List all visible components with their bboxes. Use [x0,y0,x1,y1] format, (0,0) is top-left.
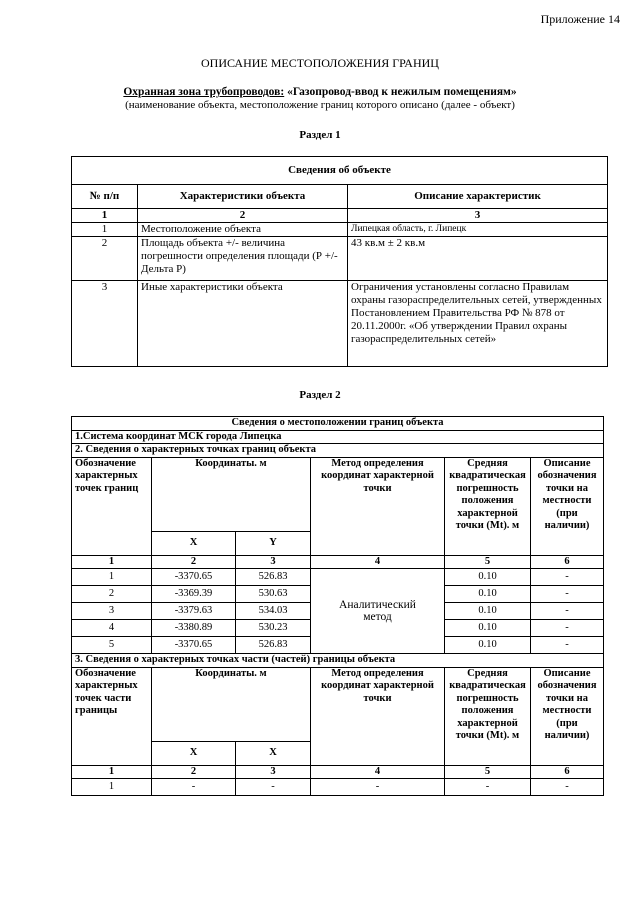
header-coords: Координаты. м [152,667,311,741]
point-error: 0.10 [445,586,531,603]
row-number: 3 [72,281,138,367]
point-y: 534.03 [236,603,311,620]
point-x: -3369.39 [152,586,236,603]
object-info-table [71,156,608,367]
point-number: 4 [72,620,152,637]
point-y: 526.83 [236,637,311,654]
part-error: - [445,779,531,796]
table-row [72,237,608,281]
point-desc: - [531,603,604,620]
header-coords: Координаты. м [152,457,311,531]
header-method: Метод определения координат характерной точки [311,457,445,555]
table-row [72,223,608,237]
point-y: 526.83 [236,569,311,586]
document-title: ОПИСАНИЕ МЕСТОПОЛОЖЕНИЯ ГРАНИЦ [201,56,439,70]
col-number: 6 [531,555,604,569]
row-characteristic: Площадь объекта +/- величина погрешности определения площади (Р +/- Дельта Р) [138,237,348,281]
point-error: 0.10 [445,603,531,620]
col-number: 1 [72,765,152,779]
point-number: 2 [72,586,152,603]
point-x: -3370.65 [152,569,236,586]
point-x: -3370.65 [152,637,236,654]
table-row [72,779,604,796]
header-point: Обозначение характерных точек части границы [72,667,152,765]
col-number: 2 [152,555,236,569]
part-point-number: 1 [72,779,152,796]
col-number: 3 [236,555,311,569]
point-desc: - [531,637,604,654]
part-method: - [311,779,445,796]
point-desc: - [531,586,604,603]
header-method: Метод определения координат характерной точки [311,667,445,765]
section-2-title: Раздел 2 [299,389,341,401]
header-number: № п/п [72,185,138,209]
point-x: -3379.63 [152,603,236,620]
col-number: 1 [72,555,152,569]
col-number: 3 [236,765,311,779]
point-error: 0.10 [445,637,531,654]
parts-section-title: 3. Сведения о характерных точках части (частей) границы объекта [72,654,604,668]
header-description: Описание характеристик [348,185,608,209]
point-y: 530.23 [236,620,311,637]
part-point-x: - [152,779,236,796]
point-x: -3380.89 [152,620,236,637]
table-title: Сведения о местоположении границ объекта [72,417,604,431]
object-name: «Газопровод-ввод к нежилым помещениям» [287,86,517,98]
header-point-desc: Описание обозначения точки на местности (при наличии) [531,457,604,555]
header-characteristic: Характеристики объекта [138,185,348,209]
col-number: 2 [152,765,236,779]
table-title: Сведения об объекте [72,157,608,185]
point-desc: - [531,569,604,586]
header-error: Средняя квадратическая погрешность положения характерной точки (Mt). м [445,667,531,765]
header-y: X [236,741,311,765]
col-number: 6 [531,765,604,779]
part-desc: - [531,779,604,796]
point-number: 1 [72,569,152,586]
row-description: Липецкая область, г. Липецк [348,223,608,237]
object-label: Охранная зона трубопроводов: [123,86,285,98]
header-point: Обозначение характерных точек границ [72,457,152,555]
col-number: 2 [138,209,348,223]
table-row [72,569,604,586]
part-point-y: - [236,779,311,796]
method-value: Аналитический метод [311,569,445,654]
row-characteristic: Иные характеристики объекта [138,281,348,367]
point-desc: - [531,620,604,637]
header-x: X [152,741,236,765]
object-description: (наименование объекта, местоположение границ которого описано (далее - объект) [125,99,515,111]
header-error: Средняя квадратическая погрешность положения характерной точки (Mt). м [445,457,531,555]
header-point-desc: Описание обозначения точки на местности (при наличии) [531,667,604,765]
col-number: 5 [445,765,531,779]
col-number: 3 [348,209,608,223]
row-number: 2 [72,237,138,281]
coord-system: 1.Система координат МСК города Липецка [72,430,604,444]
point-error: 0.10 [445,620,531,637]
point-number: 5 [72,637,152,654]
point-error: 0.10 [445,569,531,586]
boundary-table [71,416,604,796]
header-x: X [152,531,236,555]
appendix-label: Приложение 14 [540,12,620,26]
col-number: 4 [311,555,445,569]
point-number: 3 [72,603,152,620]
col-number: 4 [311,765,445,779]
col-number: 5 [445,555,531,569]
row-characteristic: Местоположение объекта [138,223,348,237]
row-number: 1 [72,223,138,237]
point-y: 530.63 [236,586,311,603]
points-section-title: 2. Сведения о характерных точках границ объекта [72,444,604,458]
row-description: Ограничения установлены согласно Правилам охраны газораспределительных сетей, утвержденных Постановлением Правительства РФ № 878 от 20.11.2000г. «Об утверждении Правил охраны газораспределительных сетей» [348,281,608,367]
table-row [72,281,608,367]
section-1-title: Раздел 1 [299,129,341,141]
object-line [0,86,640,98]
header-y: Y [236,531,311,555]
col-number: 1 [72,209,138,223]
row-description: 43 кв.м ± 2 кв.м [348,237,608,281]
